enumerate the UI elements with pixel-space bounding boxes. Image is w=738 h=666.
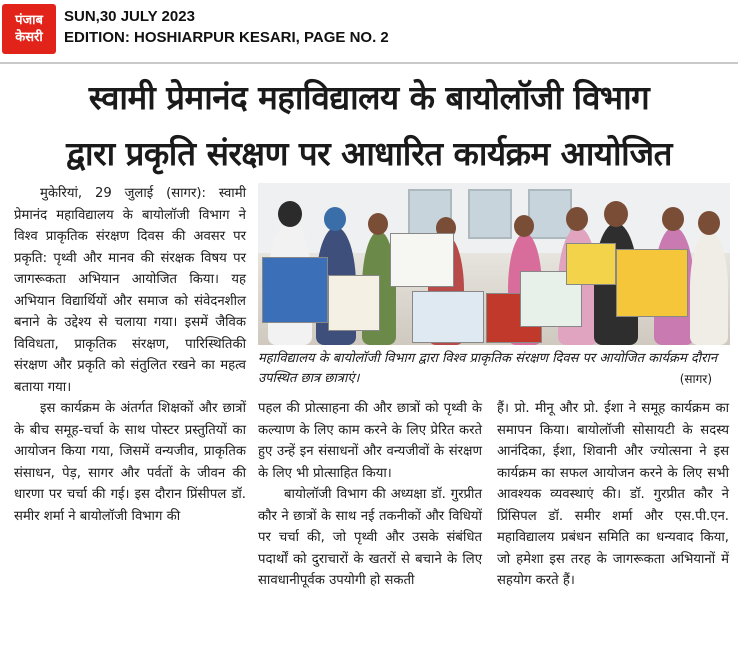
- article-column-3: [497, 398, 729, 592]
- edition-info: EDITION: HOSHIARPUR KESARI, PAGE NO. 2: [64, 29, 389, 46]
- article-paragraph: हैं। प्रो. मीनू और प्रो. ईशा ने समूह कार्यक्रम का समापन किया। बायोलॉजी सोसायटी के सदस्य आनंदिका, ईशा, शिवानी और ज्योत्सना ने इस कार्यक्रम का सफल आयोजन करने के लिए सभी आवश्यक व्यवस्थाएं की। डॉ. गुरप्रीत कौर ने प्रिंसिपल डॉ. समीर शर्मा और एस.पी.एन. महाविद्यालय प्रबंधन समिति का धन्यवाद किया, जो हमेशा इस तरह के जागरूकता अभियानों में सहयोग करते हैं।: [497, 401, 729, 588]
- person-head: [324, 207, 346, 231]
- person-head: [604, 201, 628, 227]
- poster: [390, 233, 454, 287]
- poster: [412, 291, 484, 343]
- photo-window: [528, 189, 572, 239]
- article-paragraph: मुकेरियां, 29 जुलाई (सागर): स्वामी प्रेमानंद महाविद्यालय के बायोलॉजी विभाग ने विश्व प्राकृतिक संरक्षण दिवस की अवसर पर प्रकृति: पृथ्वी और मानव की संरक्षक विषय पर जागरूकता अभियान आयोजित किया। यह अभियान विद्यार्थियों और समाज को संवेदनशील बनाने के उद्देश्य से चलाया गया। इसमें जैविक विविधता, प्राकृतिक संरक्षण, पारिस्थितिकी संरक्षण और प्रकृति को संतुलित रखने का महत्व बताया गया।: [14, 186, 246, 395]
- article-headline: [0, 70, 738, 182]
- person-head: [662, 207, 684, 231]
- person-head: [278, 201, 302, 227]
- publication-date: SUN,30 JULY 2023: [64, 8, 195, 25]
- person-figure: [690, 231, 728, 345]
- poster: [616, 249, 688, 317]
- article-paragraph: पहल की प्रोत्साहना की और छात्रों को पृथ्वी के कल्याण के लिए काम करने के लिए प्रेरित करते हुए उन्हें इन संसाधनों और वन्यजीवों के संरक्षण के लिए भी प्रोत्साहित किया।: [258, 401, 482, 481]
- person-head: [368, 213, 388, 235]
- article-column-1: [14, 183, 246, 527]
- article-column-2: [258, 398, 482, 592]
- headline-line-2: द्वारा प्रकृति संरक्षण पर आधारित कार्यक्रम आयोजित: [66, 134, 672, 173]
- news-photo: [258, 183, 730, 345]
- poster: [566, 243, 616, 285]
- logo-line-1: पंजाब: [15, 13, 43, 28]
- poster: [262, 257, 328, 323]
- headline-line-1: स्वामी प्रेमानंद महाविद्यालय के बायोलॉजी विभाग: [88, 78, 650, 117]
- photo-window: [468, 189, 512, 239]
- article-paragraph: इस कार्यक्रम के अंतर्गत शिक्षकों और छात्रों के बीच समूह-चर्चा के साथ पोस्टर प्रस्तुतियों का आयोजन किया गया, जिसमें वन्यजीव, प्राकृतिक संसाधन, पेड़, सागर और पर्वतों के जीवन की धारणा पर चर्चा की गई। इस दौरान प्रिंसीपल डॉ. समीर शर्मा ने बायोलॉजी विभाग की: [14, 401, 246, 524]
- header-divider: [0, 62, 738, 64]
- logo-line-2: केसरी: [15, 30, 43, 45]
- photo-credit: (सागर): [679, 372, 712, 386]
- caption-text: महाविद्यालय के बायोलॉजी विभाग द्वारा विश्व प्राकृतिक संरक्षण दिवस पर आयोजित कार्यक्रम दौरान उपस्थित छात्र छात्राएं।: [258, 351, 718, 386]
- person-head: [698, 211, 720, 235]
- photo-caption: [258, 349, 730, 389]
- newspaper-logo: [2, 4, 56, 54]
- article-paragraph: बायोलॉजी विभाग की अध्यक्षा डॉ. गुरप्रीत कौर ने छात्रों के साथ नई तकनीकों और विधियों पर चर्चा की, जो पृथ्वी और उसके संबंधित पदार्थों को दुराचारों के खतरों से बचाने के लिए सावधानीपूर्वक उपयोगी हो सकती: [258, 487, 482, 588]
- person-head: [514, 215, 534, 237]
- edition-meta: [64, 6, 389, 48]
- poster: [328, 275, 380, 331]
- person-head: [566, 207, 588, 231]
